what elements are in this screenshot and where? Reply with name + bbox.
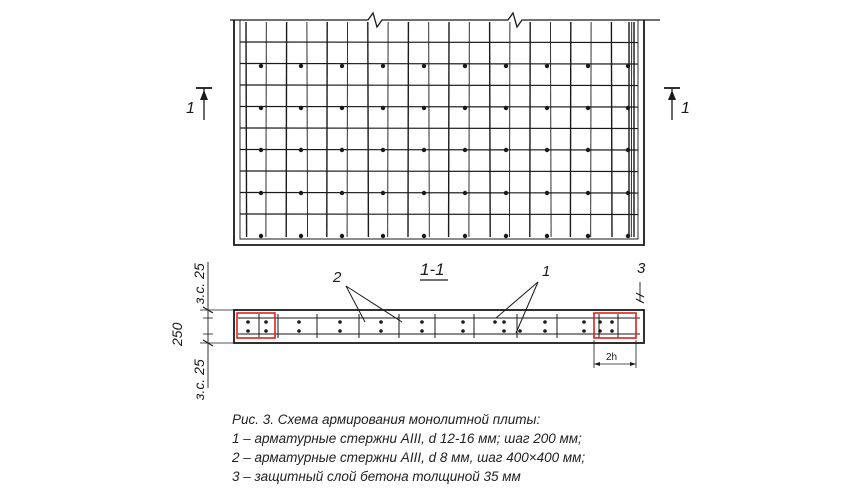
rebar-horizontal [240,64,638,65]
rebar-vertical [490,22,491,237]
rebar-dot [340,148,344,152]
section-mark-left-label: 1 [186,100,195,117]
rebar-dot [586,191,590,195]
rebar-dot [381,234,385,238]
rebar-dot [545,64,549,68]
rebar-dot [422,148,426,152]
rebar-vertical [429,22,430,237]
rebar-dot [504,148,508,152]
rebar-horizontal [240,85,638,86]
rebar-dot [422,64,426,68]
rebar-dot [626,191,630,195]
rebar-dot [463,234,467,238]
rebar-dot [299,64,303,68]
section-view [234,310,644,343]
rebar-dot [626,106,630,110]
rebar-vertical [307,22,308,237]
rebar-dot [586,148,590,152]
dimension-thickness: 250 [169,322,185,346]
caption-line-1: 1 – арматурные стержни AIII, d 12-16 мм; шаг 200 мм; [232,431,582,446]
section-rebar-dot [461,329,465,333]
rebar-dot [381,191,385,195]
slab-section [234,310,644,343]
section-rebar-dot [610,329,614,333]
rebar-dot [422,234,426,238]
section-rebar-dots [246,320,614,333]
rebar-dot [463,106,467,110]
dimension-2h [594,340,636,368]
rebar-horizontal [240,214,638,215]
rebar-vertical [368,22,369,237]
plan-inner-edge [240,20,638,239]
rebar-dot [545,106,549,110]
rebar-dot [463,148,467,152]
section-rebar-dot [297,329,301,333]
section-mark-right-label: 1 [681,100,690,117]
rebar-dot [463,64,467,68]
figure-caption [232,410,832,486]
caption-line-2: 2 – арматурные стержни AIII, d 8 мм, шаг 400×400 мм; [232,450,586,465]
section-rebar-dot [598,329,602,333]
section-rebar-dot [246,329,250,333]
section-rebar-dot [598,320,602,324]
section-rebar-dot [338,329,342,333]
rebar-dot [626,64,630,68]
rebar-dot [259,64,263,68]
section-rebar-dot [610,320,614,324]
rebar-dot [299,234,303,238]
callout-2-label: 2 [333,269,342,286]
rebar-dot [545,234,549,238]
rebar-dot [259,106,263,110]
caption-title: Рис. 3. Схема армирования монолитной плиты: [232,412,541,427]
section-rebar-dot [518,329,522,333]
section-rebar-dot [264,329,268,333]
section-rebar-dot [420,329,424,333]
section-rebar-dot [379,329,383,333]
caption-line-3: 3 – защитный слой бетона толщиной 35 мм [232,469,521,484]
rebar-dot [504,64,508,68]
section-title: 1-1 [420,260,445,279]
callout-1-label: 1 [542,263,551,280]
rebar-vertical [246,22,247,237]
rebar-dot [259,148,263,152]
dimension-2h-label: 2h [606,352,618,363]
dimension-cover-top: з.с. 25 [191,263,207,304]
rebar-dot [545,148,549,152]
rebar-dot [504,106,508,110]
rebar-dot [626,148,630,152]
rebar-dot [299,191,303,195]
rebar-vertical [611,22,612,237]
section-rebar-dot [493,320,497,324]
rebar-dot [340,64,344,68]
rebar-dot [340,106,344,110]
section-rebar-dot [246,320,250,324]
vertical-dimension-chain [169,262,234,400]
section-rebar-dot [420,320,424,324]
rebar-dot [299,106,303,110]
rebar-dot [299,148,303,152]
section-rebar-dot [338,320,342,324]
rebar-vertical [551,22,552,237]
break-line [230,13,660,27]
plan-rebar-grid [240,22,638,237]
section-rebar-dot [379,320,383,324]
callout-3-label: 3 [637,260,646,277]
rebar-dot [586,234,590,238]
section-rebar-dot [297,320,301,324]
rebar-dot [340,191,344,195]
section-rebar-dot [543,320,547,324]
rebar-dot [259,191,263,195]
section-rebar-dot [543,329,547,333]
rebar-dot [504,191,508,195]
rebar-dot [340,234,344,238]
section-rebar-dot [582,329,586,333]
rebar-dot [626,234,630,238]
rebar-dot [545,191,549,195]
rebar-dot [381,106,385,110]
section-mark-left [186,88,212,120]
rebar-horizontal [240,42,638,43]
section-rebar-dot [582,320,586,324]
section-mark-right [664,88,690,120]
rebar-dot [422,191,426,195]
callout-3 [636,260,646,303]
section-rebar-dot [264,320,268,324]
rebar-dot [504,234,508,238]
dimension-cover-bottom: з.с. 25 [191,359,207,400]
rebar-dot [422,106,426,110]
rebar-dot [259,234,263,238]
section-rebar-dot [461,320,465,324]
callout-2 [332,269,402,322]
rebar-dot [586,64,590,68]
rebar-dot [381,64,385,68]
plan-view [230,13,660,245]
rebar-horizontal [240,128,638,129]
rebar-dot [381,148,385,152]
rebar-dot [586,106,590,110]
rebar-dot [463,191,467,195]
plan-outline [234,20,644,245]
section-rebar-dot [502,329,506,333]
section-rebar-dot [502,320,506,324]
plan-rebar-intersections [259,64,630,238]
rebar-horizontal [240,171,638,172]
